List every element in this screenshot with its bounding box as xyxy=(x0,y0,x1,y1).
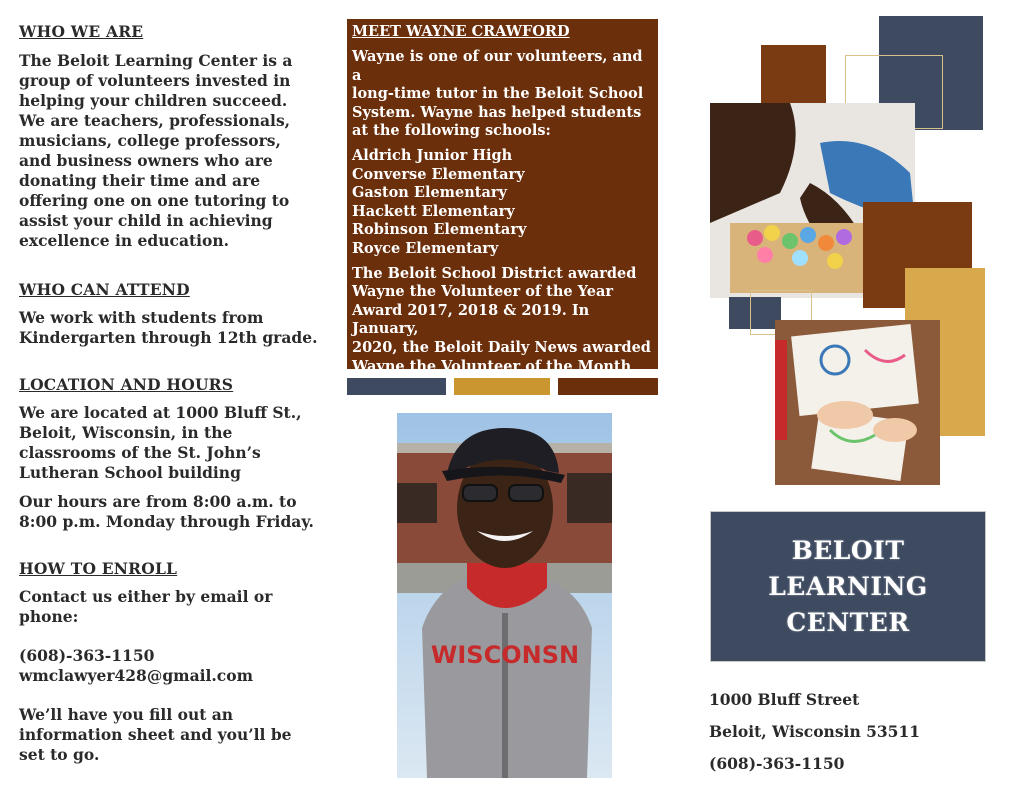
text-line: Wayne is one of our volunteers, and a xyxy=(352,48,643,84)
text-line: long-time tutor in the Beloit School xyxy=(352,85,644,103)
text-line: assist your child in achieving xyxy=(19,211,273,230)
brand-title-line: BELOIT xyxy=(791,535,905,565)
drawing-photo-illustration xyxy=(775,320,940,485)
text-line: and business owners who are xyxy=(19,151,273,170)
text-line: 8:00 p.m. Monday through Friday. xyxy=(19,512,314,531)
enroll-closing-text xyxy=(19,705,292,765)
meet-wayne-heading: MEET WAYNE CRAWFORD xyxy=(352,23,570,40)
text-line: Contact us either by email or xyxy=(19,587,273,606)
school-item: Gaston Elementary xyxy=(352,184,507,202)
who-we-are-heading: WHO WE ARE xyxy=(19,22,144,41)
text-line: Kindergarten through 12th grade. xyxy=(19,328,318,347)
text-line: 2020, the Beloit Daily News awarded xyxy=(352,338,651,356)
text-line: Lutheran School building xyxy=(19,463,241,482)
enroll-text xyxy=(19,587,272,627)
collage-square-brown-small xyxy=(761,45,826,103)
color-bar-gold xyxy=(454,378,550,395)
school-item: Robinson Elementary xyxy=(352,221,527,239)
wayne-photo-illustration xyxy=(397,413,612,778)
text-line: We’ll have you fill out an xyxy=(19,705,234,724)
brand-title-box xyxy=(710,511,986,662)
text-line: We are teachers, professionals, xyxy=(19,111,291,130)
text-line: group of volunteers invested in xyxy=(19,71,291,90)
text-line: at the following schools: xyxy=(352,122,551,140)
who-can-attend-heading: WHO CAN ATTEND xyxy=(19,280,190,299)
text-line: excellence in education. xyxy=(19,231,230,250)
drawing-photo xyxy=(775,320,940,485)
meet-intro xyxy=(352,48,653,141)
text-line: Wayne the Volunteer of the Year xyxy=(352,283,614,301)
text-line: classrooms of the St. John’s xyxy=(19,443,261,462)
wayne-photo xyxy=(397,413,612,778)
text-line: We are located at 1000 Bluff St., xyxy=(19,403,302,422)
text-line: musicians, college professors, xyxy=(19,131,281,150)
text-line: set to go. xyxy=(19,745,100,764)
school-item: Hackett Elementary xyxy=(352,202,515,220)
text-line: Award 2017, 2018 & 2019. In January, xyxy=(352,301,590,338)
address-city: Beloit, Wisconsin 53511 xyxy=(709,722,921,741)
enroll-email: wmclawyer428@gmail.com xyxy=(19,666,253,685)
enroll-phone: (608)-363-1150 xyxy=(19,646,155,665)
who-we-are-text xyxy=(19,51,292,251)
meet-wayne-box xyxy=(347,19,658,375)
location-text xyxy=(19,403,302,483)
brand-title-line: LEARNING xyxy=(768,571,928,601)
color-bar-brown xyxy=(558,378,658,395)
color-bar-slate xyxy=(347,378,446,395)
address-street: 1000 Bluff Street xyxy=(709,690,860,709)
text-line: helping your children succeed. xyxy=(19,91,288,110)
text-line: phone: xyxy=(19,607,79,626)
school-item: Aldrich Junior High xyxy=(352,146,513,164)
hours-text xyxy=(19,492,314,532)
address-phone: (608)-363-1150 xyxy=(709,754,845,773)
text-line: The Beloit Learning Center is a xyxy=(19,51,293,70)
text-line: donating their time and are xyxy=(19,171,261,190)
text-line: System. Wayne has helped students xyxy=(352,103,642,121)
text-line: Beloit, Wisconsin, in the xyxy=(19,423,233,442)
sweatshirt-text: WISCONSN xyxy=(430,641,580,669)
how-to-enroll-heading: HOW TO ENROLL xyxy=(19,559,178,578)
school-list xyxy=(352,147,653,259)
school-item: Royce Elementary xyxy=(352,239,499,257)
who-can-attend-text xyxy=(19,308,317,348)
text-line: Wayne the Volunteer of the Month xyxy=(352,357,632,375)
text-line: offering one on one tutoring to xyxy=(19,191,290,210)
text-line: The Beloit School District awarded xyxy=(352,264,637,282)
text-line: Our hours are from 8:00 a.m. to xyxy=(19,492,297,511)
awards-text xyxy=(352,265,653,395)
text-line: information sheet and you’ll be xyxy=(19,725,292,744)
location-hours-heading: LOCATION AND HOURS xyxy=(19,375,234,394)
school-item: Converse Elementary xyxy=(352,165,525,183)
brand-title-line: CENTER xyxy=(786,607,910,637)
text-line: We work with students from xyxy=(19,308,264,327)
